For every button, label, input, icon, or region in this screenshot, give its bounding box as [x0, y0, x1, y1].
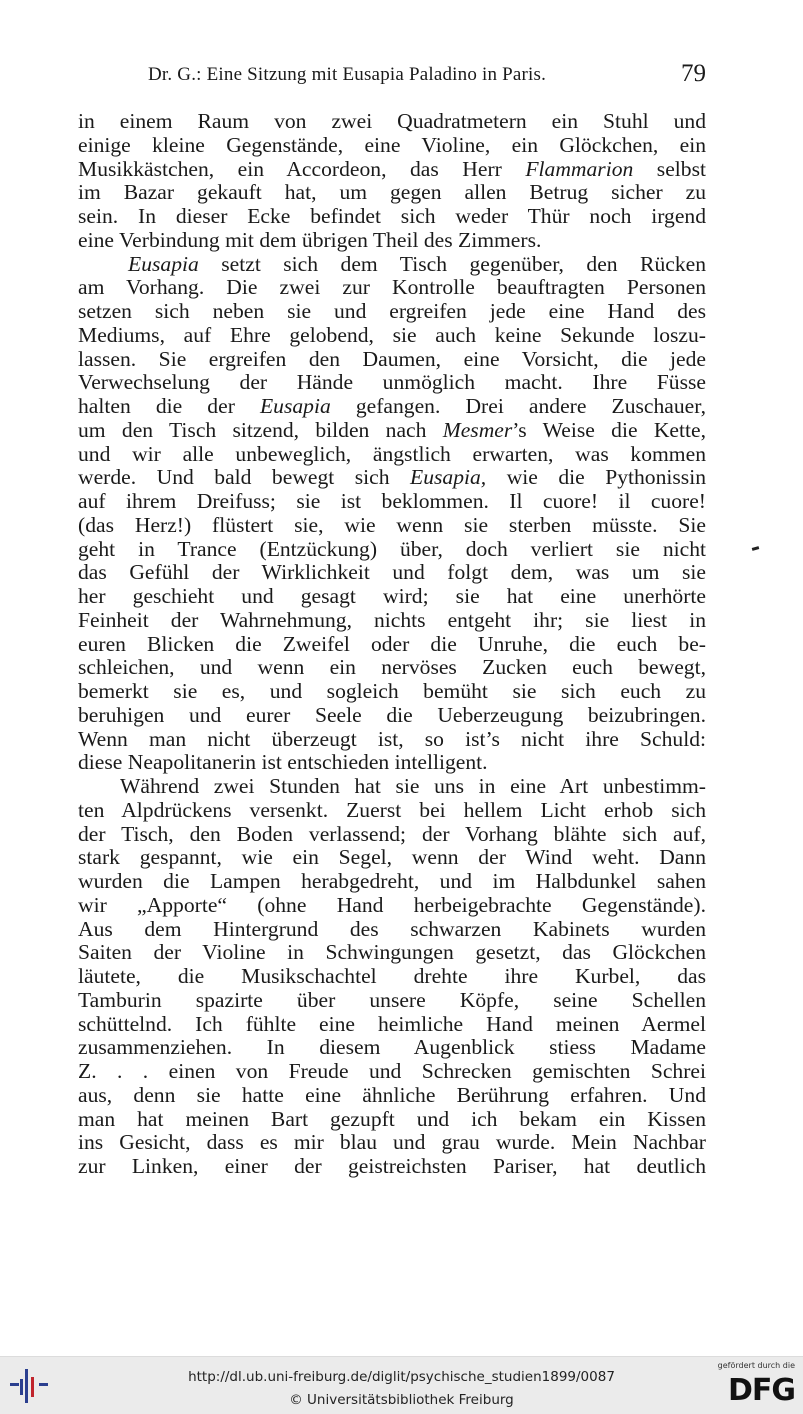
body-text	[78, 110, 706, 1179]
document-url[interactable]: http://dl.ub.uni-freiburg.de/diglit/psychische_studien1899/0087	[188, 1369, 615, 1385]
text-line: werde. Und bald bewegt sich Eusapia, wie die Pythonissin	[78, 465, 706, 490]
text-line: eine Verbindung mit dem übrigen Theil des Zimmers.	[78, 227, 542, 252]
dfg-logo	[705, 1361, 795, 1411]
text-line: geht in Trance (Entzückung) über, doch verliert sie nicht	[78, 536, 706, 561]
text-line: Musikkästchen, ein Accordeon, das Herr Flammarion selbst	[78, 156, 706, 181]
text-line: stark gespannt, wie ein Segel, wenn der Wind weht. Dann	[78, 845, 706, 870]
text-line: der Tisch, den Boden verlassend; der Vorhang blähte sich auf,	[78, 821, 706, 846]
text-line: im Bazar gekauft hat, um gegen allen Betrug sicher zu	[78, 180, 706, 205]
text-line: Saiten der Violine in Schwingungen gesetzt, das Glöckchen	[78, 940, 706, 965]
text-line: Tamburin spazirte über unsere Köpfe, seine Schellen	[78, 987, 706, 1012]
copyright-notice: © Universitätsbibliothek Freiburg	[289, 1392, 514, 1408]
text-line: Eusapia setzt sich dem Tisch gegenüber, den Rücken	[128, 251, 706, 276]
text-line: wurden die Lampen herabgedreht, und im Halbdunkel sahen	[78, 869, 706, 893]
text-line: zusammenziehen. In diesem Augenblick stiess Madame	[78, 1035, 706, 1060]
text-line: bemerkt sie es, und sogleich bemüht sie sich euch zu	[78, 679, 706, 703]
text-line: Feinheit der Wahrnehmung, nichts entgeht ihr; sie liest in	[78, 607, 706, 632]
text-line: schleichen, und wenn ein nervöses Zucken euch bewegt,	[78, 655, 706, 680]
text-line: aus, denn sie hatte eine ähnliche Berührung erfahren. Und	[78, 1082, 706, 1107]
text-line: Z. . . einen von Freude und Schrecken gemischten Schrei	[78, 1059, 706, 1083]
text-line: diese Neapolitanerin ist entschieden intelligent.	[78, 750, 488, 775]
text-line: Aus dem Hintergrund des schwarzen Kabinets wurden	[78, 916, 706, 941]
text-line: ten Alpdrückens versenkt. Zuerst bei hellem Licht erhob sich	[78, 797, 706, 822]
text-line: wir „Apporte“ (ohne Hand herbeigebrachte Gegenstände).	[78, 892, 706, 917]
text-line: zur Linken, einer der geistreichsten Pariser, hat deutlich	[78, 1154, 706, 1178]
running-title: Dr. G.: Eine Sitzung mit Eusapia Paladino in Paris.	[148, 64, 547, 85]
text-line: auf ihrem Dreifuss; sie ist beklommen. Il cuore! il cuore!	[78, 489, 706, 513]
page-header	[148, 62, 708, 92]
text-line: Mediums, auf Ehre gelobend, sie auch keine Sekunde loszu-	[78, 322, 706, 347]
text-line: ins Gesicht, dass es mir blau und grau wurde. Mein Nachbar	[78, 1130, 706, 1155]
text-line: sein. In dieser Ecke befindet sich weder Thür noch irgend	[78, 204, 706, 228]
dfg-logo-text: DFG	[727, 1373, 795, 1408]
text-line: (das Herz!) flüstert sie, wie wenn sie sterben müsste. Sie	[78, 512, 706, 537]
text-line: läutete, die Musikschachtel drehte ihre Kurbel, das	[78, 964, 706, 988]
text-line: Wenn man nicht überzeugt ist, so ist’s nicht ihre Schuld:	[78, 726, 706, 751]
text-line: setzen sich neben sie und ergreifen jede eine Hand des	[78, 299, 706, 323]
text-line: um den Tisch sitzend, bilden nach Mesmer’s Weise die Kette,	[78, 417, 706, 442]
page-number: 79	[681, 60, 706, 87]
text-line: Verwechselung der Hände unmöglich macht. Ihre Füsse	[78, 370, 706, 395]
text-line: halten die der Eusapia gefangen. Drei andere Zuschauer,	[78, 394, 706, 418]
text-line: schüttelnd. Ich fühlte eine heimliche Hand meinen Aermel	[78, 1011, 706, 1036]
margin-mark-icon	[752, 546, 760, 551]
viewer-footer	[0, 1356, 803, 1414]
text-line: euren Blicken die Zweifel oder die Unruhe, die euch be-	[78, 631, 706, 656]
sponsor-caption: gefördert durch die	[717, 1361, 795, 1370]
text-line: einige kleine Gegenstände, eine Violine, ein Glöckchen, ein	[78, 132, 706, 157]
text-line: Während zwei Stunden hat sie uns in eine Art unbestimm-	[120, 774, 706, 798]
text-line: am Vorhang. Die zwei zur Kontrolle beauftragten Personen	[78, 275, 706, 300]
text-line: in einem Raum von zwei Quadratmetern ein Stuhl und	[78, 109, 706, 133]
text-line: man hat meinen Bart gezupft und ich bekam ein Kissen	[78, 1106, 706, 1131]
text-line: beruhigen und eurer Seele die Ueberzeugung beizubringen.	[78, 702, 706, 727]
text-line: das Gefühl der Wirklichkeit und folgt dem, was um sie	[78, 560, 706, 585]
text-line: und wir alle unbeweglich, ängstlich erwarten, was kommen	[78, 441, 706, 466]
text-line: lassen. Sie ergreifen den Daumen, eine Vorsicht, die jede	[78, 346, 706, 371]
text-line: her geschieht und gesagt wird; sie hat eine unerhörte	[78, 584, 706, 608]
